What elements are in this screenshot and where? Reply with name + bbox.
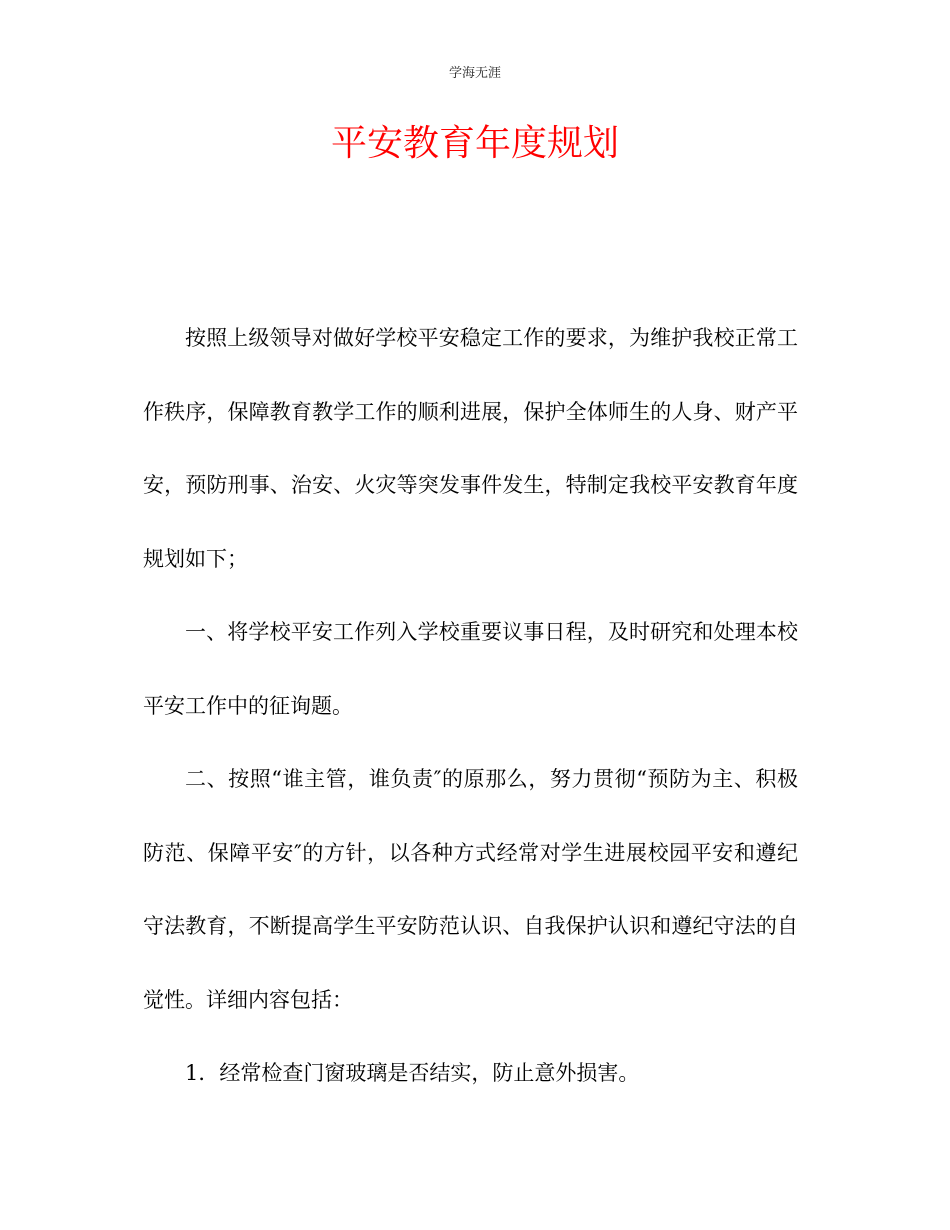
intro-paragraph: 按照上级领导对做好学校平安稳定工作的要求，为维护我校正常工作秩序，保障教育教学工作的顺利进展，保护全体师生的人身、财产平安，预防刑事、治安、火灾等突发事件发生，特制定我校平安教育年度规划如下； bbox=[143, 326, 798, 571]
document-body bbox=[143, 302, 798, 1111]
document-title: 平安教育年度规划 bbox=[330, 123, 619, 164]
page-header: 学海无涯 bbox=[448, 66, 501, 81]
section-one-paragraph: 一、将学校平安工作列入学校重要议事日程，及时研究和处理本校平安工作中的征询题。 bbox=[143, 620, 798, 718]
list-item: 1．经常检查门窗玻璃是否结实，防止意外损害。 bbox=[185, 1061, 640, 1085]
section-two-paragraph: 二、按照“谁主管，谁负责″的原那么，努力贯彻“预防为主、积极防范、保障平安″的方针，以各种方式经常对学生进展校园平安和遵纪守法教育，不断提高学生平安防范认识、自我保护认识和遵纪守法的自觉性。详细内容包括： bbox=[143, 767, 798, 1012]
